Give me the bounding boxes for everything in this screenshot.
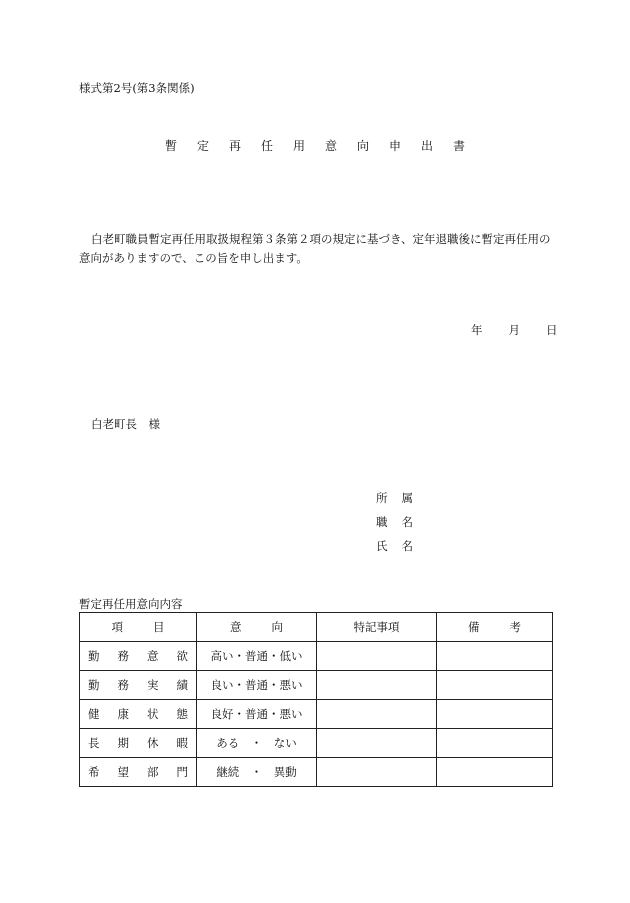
row-intent-options[interactable]: 良い・普通・悪い <box>197 671 317 700</box>
affiliation-label: 所属 <box>376 491 427 505</box>
row-notes-cell[interactable] <box>317 642 437 671</box>
item-label-char: 期 <box>117 736 129 750</box>
item-label-char: 勤 <box>88 649 100 663</box>
table-row <box>80 642 553 671</box>
date-line <box>471 322 558 338</box>
item-label-char: 休 <box>147 736 159 750</box>
item-label-char: 績 <box>176 678 188 692</box>
item-label-char: 康 <box>117 707 129 721</box>
row-remarks-cell[interactable] <box>437 729 553 758</box>
item-label-char: 健 <box>88 707 100 721</box>
item-label-char: 部 <box>147 765 159 779</box>
row-item-label <box>80 729 197 758</box>
addressee: 白老町長 様 <box>91 417 160 431</box>
item-label-char: 勤 <box>88 678 100 692</box>
row-item-label <box>80 700 197 729</box>
intent-table <box>79 612 553 787</box>
table-row <box>80 729 553 758</box>
date-day-label: 日 <box>546 323 558 337</box>
table-caption: 暫定再任用意向内容 <box>79 597 183 611</box>
row-remarks-cell[interactable] <box>437 671 553 700</box>
row-remarks-cell[interactable] <box>437 700 553 729</box>
item-label-char: 状 <box>147 707 159 721</box>
document-title: 暫定再任用意向申出書 <box>165 139 486 153</box>
item-label-char: 望 <box>117 765 129 779</box>
row-item-label <box>80 642 197 671</box>
date-year-label: 年 <box>471 323 483 337</box>
row-notes-cell[interactable] <box>317 729 437 758</box>
row-remarks-cell[interactable] <box>437 758 553 787</box>
date-month-label: 月 <box>508 323 520 337</box>
row-notes-cell[interactable] <box>317 700 437 729</box>
item-label-char: 長 <box>88 736 100 750</box>
row-remarks-cell[interactable] <box>437 642 553 671</box>
item-label-char: 意 <box>147 649 159 663</box>
row-item-label <box>80 671 197 700</box>
item-label-char: 務 <box>117 678 129 692</box>
table-row <box>80 758 553 787</box>
header-intent: 意向 <box>197 613 317 642</box>
row-notes-cell[interactable] <box>317 671 437 700</box>
name-label: 氏名 <box>376 539 427 553</box>
table-row <box>80 671 553 700</box>
header-notes: 特記事項 <box>317 613 437 642</box>
row-item-label <box>80 758 197 787</box>
item-label-char: 務 <box>117 649 129 663</box>
item-label-char: 欲 <box>176 649 188 663</box>
header-remarks: 備考 <box>437 613 553 642</box>
row-intent-options[interactable]: ある ・ ない <box>197 729 317 758</box>
item-label-char: 暇 <box>176 736 188 750</box>
form-number: 様式第2号(第3条関係) <box>79 81 195 95</box>
row-intent-options[interactable]: 高い・普通・低い <box>197 642 317 671</box>
body-text: 白老町職員暫定再任用取扱規程第３条第２項の規定に基づき、定年退職後に暫定再任用の意向がありますので、この旨を申し出ます。 <box>79 232 551 265</box>
table-row <box>80 700 553 729</box>
item-label-char: 実 <box>147 678 159 692</box>
position-label: 職名 <box>376 515 427 529</box>
row-intent-options[interactable]: 継続 ・ 異動 <box>197 758 317 787</box>
row-notes-cell[interactable] <box>317 758 437 787</box>
item-label-char: 希 <box>88 765 100 779</box>
header-item: 項目 <box>80 613 197 642</box>
item-label-char: 門 <box>176 765 188 779</box>
row-intent-options[interactable]: 良好・普通・悪い <box>197 700 317 729</box>
item-label-char: 態 <box>176 707 188 721</box>
table-header-row <box>80 613 553 642</box>
